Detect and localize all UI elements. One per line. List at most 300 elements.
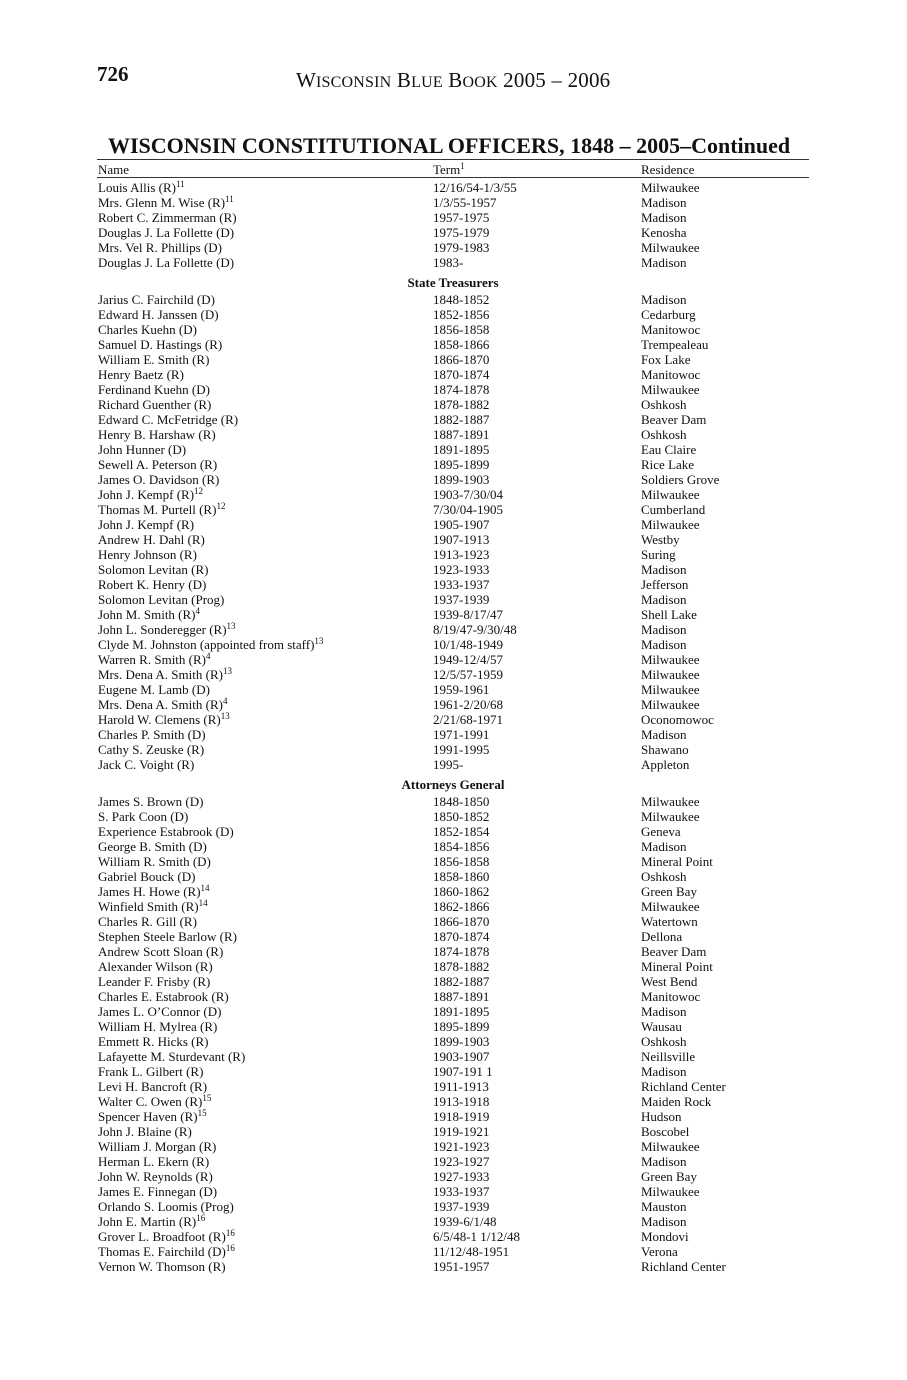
residence: Madison	[641, 839, 687, 854]
term-of-office: 7/30/04-1905	[433, 502, 504, 517]
officer-name: Warren R. Smith $(R)^4$	[98, 651, 211, 667]
term-of-office: 1895-1899	[433, 1019, 490, 1034]
residence: Beaver Dam	[641, 944, 707, 959]
table-row	[97, 352, 809, 367]
table-row	[97, 367, 809, 382]
officer-name: Lafayette M. Sturdevant (R)	[98, 1049, 246, 1064]
running-head-b: B	[391, 68, 412, 92]
officer-name: Samuel D. Hastings (R)	[98, 337, 223, 352]
table-row	[97, 225, 809, 240]
officer-name: Leander F. Frisby (R)	[98, 974, 211, 989]
officer-name: Mrs. Glenn M. Wise $(R)^{11}$	[98, 194, 234, 210]
residence: Oshkosh	[641, 427, 687, 442]
table-row	[97, 697, 809, 712]
table-row	[97, 1184, 809, 1199]
table-row	[97, 727, 809, 742]
term-of-office: 1983-	[433, 255, 464, 270]
footnote-marker: 4	[206, 651, 211, 661]
officer-name: Mrs. Dena A. Smith $(R)^4$	[98, 696, 228, 712]
table-title: WISCONSIN CONSTITUTIONAL OFFICERS, 1848 – 2005–Continued	[108, 133, 791, 158]
table-row	[97, 712, 809, 727]
table-row	[97, 1154, 809, 1169]
table-row	[97, 1244, 809, 1259]
officer-name: Edward C. McFetridge (R)	[98, 412, 239, 427]
footnote-marker: 13	[226, 621, 236, 631]
officer-name: Charles R. Gill (R)	[98, 914, 197, 929]
footnote-marker: 13	[222, 666, 232, 676]
residence: Madison	[641, 1214, 687, 1229]
term-of-office: 1951-1957	[433, 1259, 490, 1274]
residence: Cedarburg	[641, 307, 696, 322]
residence: Richland Center	[641, 1079, 726, 1094]
table-row	[97, 1034, 809, 1049]
table-row	[97, 652, 809, 667]
term-of-office: 1979-1983	[433, 240, 490, 255]
officer-name: Walter C. Owen $(R)^{15}$	[98, 1093, 212, 1109]
table-row	[97, 742, 809, 757]
term-of-office: 1939-8/17/47	[433, 607, 504, 622]
officer-name: Vernon W. Thomson (R)	[98, 1259, 226, 1274]
officer-name: Robert K. Henry (D)	[98, 577, 207, 592]
term-of-office: 1860-1862	[433, 884, 490, 899]
table-row	[97, 1229, 809, 1244]
residence: West Bend	[641, 974, 698, 989]
column-header-term	[433, 162, 465, 178]
term-of-office: 1949-12/4/57	[433, 652, 504, 667]
officer-name: Douglas J. La Follette (D)	[98, 225, 235, 240]
officer-name: John W. Reynolds (R)	[98, 1169, 213, 1184]
term-of-office: 1887-1891	[433, 427, 490, 442]
residence: Milwaukee	[641, 1184, 700, 1199]
table-row	[97, 292, 809, 307]
residence: Milwaukee	[641, 517, 700, 532]
residence: Milwaukee	[641, 180, 700, 195]
term-of-office: 1939-6/1/48	[433, 1214, 497, 1229]
residence: Madison	[641, 1154, 687, 1169]
residence: Milwaukee	[641, 667, 700, 682]
term-of-office: 1903-7/30/04	[433, 487, 504, 502]
term-of-office: 1882-1887	[433, 974, 490, 989]
residence: Eau Claire	[641, 442, 697, 457]
term-of-office: 1918-1919	[433, 1109, 490, 1124]
residence: Green Bay	[641, 884, 697, 899]
officer-name: Solomon Levitan (Prog)	[98, 592, 225, 607]
term-of-office: 6/5/48-1 1/12/48	[433, 1229, 521, 1244]
officer-name: James S. Brown (D)	[98, 794, 204, 809]
table-row	[97, 854, 809, 869]
table-row	[97, 974, 809, 989]
term-of-office: 1919-1921	[433, 1124, 490, 1139]
footnote-marker: 12	[216, 501, 226, 511]
term-of-office: 1913-1923	[433, 547, 490, 562]
table-row	[97, 1094, 809, 1109]
table-row	[97, 794, 809, 809]
table-row	[97, 1259, 809, 1274]
officer-name: Henry Johnson (R)	[98, 547, 197, 562]
table-row	[97, 562, 809, 577]
term-of-office: 1907-1913	[433, 532, 490, 547]
residence: Milwaukee	[641, 809, 700, 824]
officer-name: William H. Mylrea (R)	[98, 1019, 218, 1034]
officer-name: John Hunner (D)	[98, 442, 187, 457]
section-heading: Attorneys General	[401, 777, 505, 792]
residence: Cumberland	[641, 502, 706, 517]
footnote-marker: 11	[176, 179, 185, 189]
residence: Milwaukee	[641, 794, 700, 809]
term-of-office: 1870-1874	[433, 367, 490, 382]
footnote-marker: 15	[202, 1093, 212, 1103]
officer-name: George B. Smith (D)	[98, 839, 207, 854]
officer-name: Andrew H. Dahl (R)	[98, 532, 205, 547]
officer-name: Henry Baetz (R)	[98, 367, 184, 382]
term-of-office: 1856-1858	[433, 854, 490, 869]
term-of-office: 1921-1923	[433, 1139, 490, 1154]
term-of-office: 1923-1927	[433, 1154, 490, 1169]
term-of-office: 1848-1850	[433, 794, 490, 809]
table-row	[97, 382, 809, 397]
officer-name: Emmett R. Hicks (R)	[98, 1034, 209, 1049]
residence: Neillsville	[641, 1049, 696, 1064]
term-of-office: 10/1/48-1949	[433, 637, 504, 652]
term-of-office: 1913-1918	[433, 1094, 490, 1109]
term-of-office: 1903-1907	[433, 1049, 490, 1064]
residence: Mineral Point	[641, 854, 713, 869]
term-of-office: 1878-1882	[433, 397, 490, 412]
residence: Dellona	[641, 929, 683, 944]
table-row	[97, 622, 809, 637]
term-of-office: 1850-1852	[433, 809, 490, 824]
table-row	[97, 667, 809, 682]
residence: Oshkosh	[641, 869, 687, 884]
table-row	[97, 1199, 809, 1214]
table-row	[97, 1124, 809, 1139]
residence: Madison	[641, 210, 687, 225]
officer-name: Cathy S. Zeuske (R)	[98, 742, 205, 757]
residence: Shawano	[641, 742, 689, 757]
table-row	[97, 944, 809, 959]
residence: Oconomowoc	[641, 712, 714, 727]
header-rule	[97, 177, 809, 178]
running-head-years: 2005 – 2006	[497, 68, 611, 92]
term-of-office: 1852-1854	[433, 824, 490, 839]
officer-name: Mrs. Vel R. Phillips (D)	[98, 240, 222, 255]
residence: Oshkosh	[641, 397, 687, 412]
table-row	[97, 502, 809, 517]
table-row	[97, 757, 809, 772]
residence: Boscobel	[641, 1124, 690, 1139]
term-of-office: 1891-1895	[433, 1004, 490, 1019]
residence: Westby	[641, 532, 680, 547]
table-row	[97, 1214, 809, 1229]
residence: Beaver Dam	[641, 412, 707, 427]
officer-name: William E. Smith (R)	[98, 352, 210, 367]
residence: Rice Lake	[641, 457, 695, 472]
officer-name: Eugene M. Lamb (D)	[98, 682, 210, 697]
table-row	[97, 869, 809, 884]
term-of-office: 1937-1939	[433, 592, 490, 607]
term-of-office: 1975-1979	[433, 225, 490, 240]
table-row	[97, 442, 809, 457]
running-head-lue: LUE	[411, 74, 443, 91]
residence: Shell Lake	[641, 607, 697, 622]
term-of-office: 1866-1870	[433, 352, 490, 367]
residence: Verona	[641, 1244, 678, 1259]
term-of-office: 1878-1882	[433, 959, 490, 974]
term-of-office: 1961-2/20/68	[433, 697, 504, 712]
officer-name: Grover L. Broadfoot $(R)^{16}$	[98, 1228, 235, 1244]
residence: Milwaukee	[641, 652, 700, 667]
officer-name: Mrs. Dena A. Smith $(R)^{13}$	[98, 666, 232, 682]
table-row	[97, 929, 809, 944]
residence: Kenosha	[641, 225, 687, 240]
footnote-marker: 13	[220, 711, 230, 721]
officer-name: Experience Estabrook (D)	[98, 824, 234, 839]
residence: Hudson	[641, 1109, 682, 1124]
term-of-office: 1856-1858	[433, 322, 490, 337]
officer-name: William J. Morgan (R)	[98, 1139, 217, 1154]
residence: Milwaukee	[641, 1139, 700, 1154]
term-of-office: 1907-191 1	[433, 1064, 493, 1079]
footnote-marker: 16	[196, 1213, 206, 1223]
term-of-office: 1848-1852	[433, 292, 490, 307]
term-of-office: 1874-1878	[433, 944, 490, 959]
residence: Soldiers Grove	[641, 472, 720, 487]
residence: Trempealeau	[641, 337, 709, 352]
term-of-office: 1899-1903	[433, 472, 490, 487]
table-row	[97, 637, 809, 652]
term-of-office: 1995-	[433, 757, 464, 772]
residence: Maiden Rock	[641, 1094, 712, 1109]
officer-name: Harold W. Clemens $(R)^{13}$	[98, 711, 230, 727]
officer-name: Ferdinand Kuehn (D)	[98, 382, 210, 397]
term-of-office: 1866-1870	[433, 914, 490, 929]
officer-name: William R. Smith (D)	[98, 854, 211, 869]
officer-name: James L. O’Connor (D)	[98, 1004, 222, 1019]
term-of-office: 1854-1856	[433, 839, 490, 854]
footnote-marker: 12	[194, 486, 204, 496]
table-row	[97, 240, 809, 255]
column-header-term-label: Term	[433, 162, 461, 177]
column-header-term-note: 1	[460, 161, 465, 171]
column-header-name: Name	[98, 162, 130, 177]
residence: Mondovi	[641, 1229, 689, 1244]
table-row	[97, 1049, 809, 1064]
residence: Madison	[641, 637, 687, 652]
residence: Jefferson	[641, 577, 689, 592]
residence: Watertown	[641, 914, 698, 929]
term-of-office: 2/21/68-1971	[433, 712, 504, 727]
title-rule	[97, 159, 809, 160]
table-row	[97, 517, 809, 532]
page-number: 726	[97, 62, 129, 86]
term-of-office: 1895-1899	[433, 457, 490, 472]
residence: Wausau	[641, 1019, 682, 1034]
officer-name: Richard Guenther (R)	[98, 397, 212, 412]
officer-name: James H. Howe $(R)^{14}$	[98, 883, 210, 899]
residence: Manitowoc	[641, 322, 701, 337]
running-head-b2: B	[442, 68, 463, 92]
residence: Geneva	[641, 824, 681, 839]
table-row	[97, 195, 809, 210]
officer-name: Jack C. Voight (R)	[98, 757, 195, 772]
officer-name: James E. Finnegan (D)	[98, 1184, 218, 1199]
term-of-office: 1911-1913	[433, 1079, 489, 1094]
table-row	[97, 255, 809, 270]
term-of-office: 1937-1939	[433, 1199, 490, 1214]
table-row	[97, 1079, 809, 1094]
footnote-marker: 4	[222, 696, 228, 706]
table-row	[97, 884, 809, 899]
table-row	[97, 607, 809, 622]
officer-name: Spencer Haven $(R)^{15}$	[98, 1108, 207, 1124]
residence: Mineral Point	[641, 959, 713, 974]
officer-name: John E. Martin $(R)^{16}$	[98, 1213, 206, 1229]
term-of-office: 1/3/55-1957	[433, 195, 497, 210]
officer-name: S. Park Coon (D)	[98, 809, 189, 824]
residence: Mauston	[641, 1199, 687, 1214]
officer-name: Charles E. Estabrook (R)	[98, 989, 229, 1004]
officer-name: Thomas E. Fairchild $(D)^{16}$	[98, 1243, 235, 1259]
residence: Green Bay	[641, 1169, 697, 1184]
officer-name: Andrew Scott Sloan (R)	[98, 944, 224, 959]
table-row	[97, 322, 809, 337]
running-head-ook: OOK	[462, 74, 498, 91]
officer-name: Orlando S. Loomis (Prog)	[98, 1199, 234, 1214]
table-row	[97, 307, 809, 322]
table-row	[97, 809, 809, 824]
residence: Madison	[641, 562, 687, 577]
term-of-office: 12/5/57-1959	[433, 667, 504, 682]
running-head-w: W	[296, 68, 317, 92]
term-of-office: 8/19/47-9/30/48	[433, 622, 517, 637]
officer-name: Jarius C. Fairchild (D)	[98, 292, 215, 307]
table-row	[97, 824, 809, 839]
term-of-office: 1891-1895	[433, 442, 490, 457]
residence: Milwaukee	[641, 382, 700, 397]
officer-name: John J. Kempf $(R)^{12}$	[98, 486, 204, 502]
term-of-office: 1874-1878	[433, 382, 490, 397]
residence: Manitowoc	[641, 989, 701, 1004]
officer-name: John J. Blaine (R)	[98, 1124, 192, 1139]
running-head	[296, 68, 610, 93]
term-of-office: 1923-1933	[433, 562, 490, 577]
term-of-office: 1971-1991	[433, 727, 490, 742]
officer-name: Sewell A. Peterson (R)	[98, 457, 218, 472]
column-header-residence: Residence	[641, 162, 695, 177]
footnote-marker: 4	[195, 606, 201, 616]
officer-name: Douglas J. La Follette (D)	[98, 255, 235, 270]
table-row	[97, 412, 809, 427]
table-row	[97, 592, 809, 607]
residence: Madison	[641, 195, 687, 210]
footnote-marker: 16	[225, 1228, 235, 1238]
officer-name: Frank L. Gilbert (R)	[98, 1064, 204, 1079]
residence: Madison	[641, 592, 687, 607]
officer-name: Solomon Levitan (R)	[98, 562, 209, 577]
table-row	[97, 1064, 809, 1079]
table-row	[97, 210, 809, 225]
table-row	[97, 337, 809, 352]
table-row	[97, 577, 809, 592]
table-row	[97, 487, 809, 502]
term-of-office: 1852-1856	[433, 307, 490, 322]
table-row	[97, 180, 809, 195]
officers-table-body	[97, 180, 809, 1274]
officer-name: Herman L. Ekern (R)	[98, 1154, 210, 1169]
term-of-office: 1882-1887	[433, 412, 490, 427]
footnote-marker: 11	[225, 194, 234, 204]
table-row	[97, 959, 809, 974]
table-row	[97, 472, 809, 487]
term-of-office: 1959-1961	[433, 682, 490, 697]
residence: Madison	[641, 727, 687, 742]
officer-name: Charles Kuehn (D)	[98, 322, 197, 337]
residence: Milwaukee	[641, 682, 700, 697]
table-row	[97, 1019, 809, 1034]
term-of-office: 1933-1937	[433, 577, 490, 592]
officer-name: Robert C. Zimmerman (R)	[98, 210, 237, 225]
term-of-office: 11/12/48-1951	[433, 1244, 510, 1259]
term-of-office: 1933-1937	[433, 1184, 490, 1199]
term-of-office: 1905-1907	[433, 517, 490, 532]
officer-name: Alexander Wilson (R)	[98, 959, 213, 974]
officer-name: Levi H. Bancroft (R)	[98, 1079, 208, 1094]
table-row	[97, 1169, 809, 1184]
footnote-marker: 13	[314, 636, 324, 646]
table-row	[97, 914, 809, 929]
table-row	[97, 839, 809, 854]
term-of-office: 1862-1866	[433, 899, 490, 914]
officer-name: Henry B. Harshaw (R)	[98, 427, 216, 442]
table-row	[97, 1004, 809, 1019]
residence: Madison	[641, 292, 687, 307]
residence: Milwaukee	[641, 240, 700, 255]
table-row	[97, 427, 809, 442]
term-of-office: 1991-1995	[433, 742, 490, 757]
residence: Milwaukee	[641, 697, 700, 712]
residence: Madison	[641, 1064, 687, 1079]
table-row	[97, 547, 809, 562]
term-of-office: 1887-1891	[433, 989, 490, 1004]
officer-name: Edward H. Janssen (D)	[98, 307, 219, 322]
term-of-office: 1858-1860	[433, 869, 490, 884]
residence: Richland Center	[641, 1259, 726, 1274]
residence: Milwaukee	[641, 487, 700, 502]
residence: Manitowoc	[641, 367, 701, 382]
footnote-marker: 14	[198, 898, 208, 908]
table-row	[97, 1109, 809, 1124]
officer-name: Winfield Smith $(R)^{14}$	[98, 898, 208, 914]
officer-name: John M. Smith $(R)^4$	[98, 606, 201, 622]
table-row	[97, 532, 809, 547]
residence: Madison	[641, 255, 687, 270]
table-row	[97, 397, 809, 412]
column-headers	[97, 162, 809, 177]
officer-name: James O. Davidson (R)	[98, 472, 220, 487]
section-heading: State Treasurers	[407, 275, 499, 290]
officer-name: Louis Allis $(R)^{11}$	[98, 179, 185, 195]
term-of-office: 1858-1866	[433, 337, 490, 352]
officer-name: John L. Sonderegger $(R)^{13}$	[98, 621, 236, 637]
residence: Fox Lake	[641, 352, 691, 367]
table-row	[97, 682, 809, 697]
footnote-marker: 15	[197, 1108, 207, 1118]
residence: Madison	[641, 1004, 687, 1019]
residence: Oshkosh	[641, 1034, 687, 1049]
footnote-marker: 14	[200, 883, 210, 893]
table-row	[97, 1139, 809, 1154]
residence: Madison	[641, 622, 687, 637]
